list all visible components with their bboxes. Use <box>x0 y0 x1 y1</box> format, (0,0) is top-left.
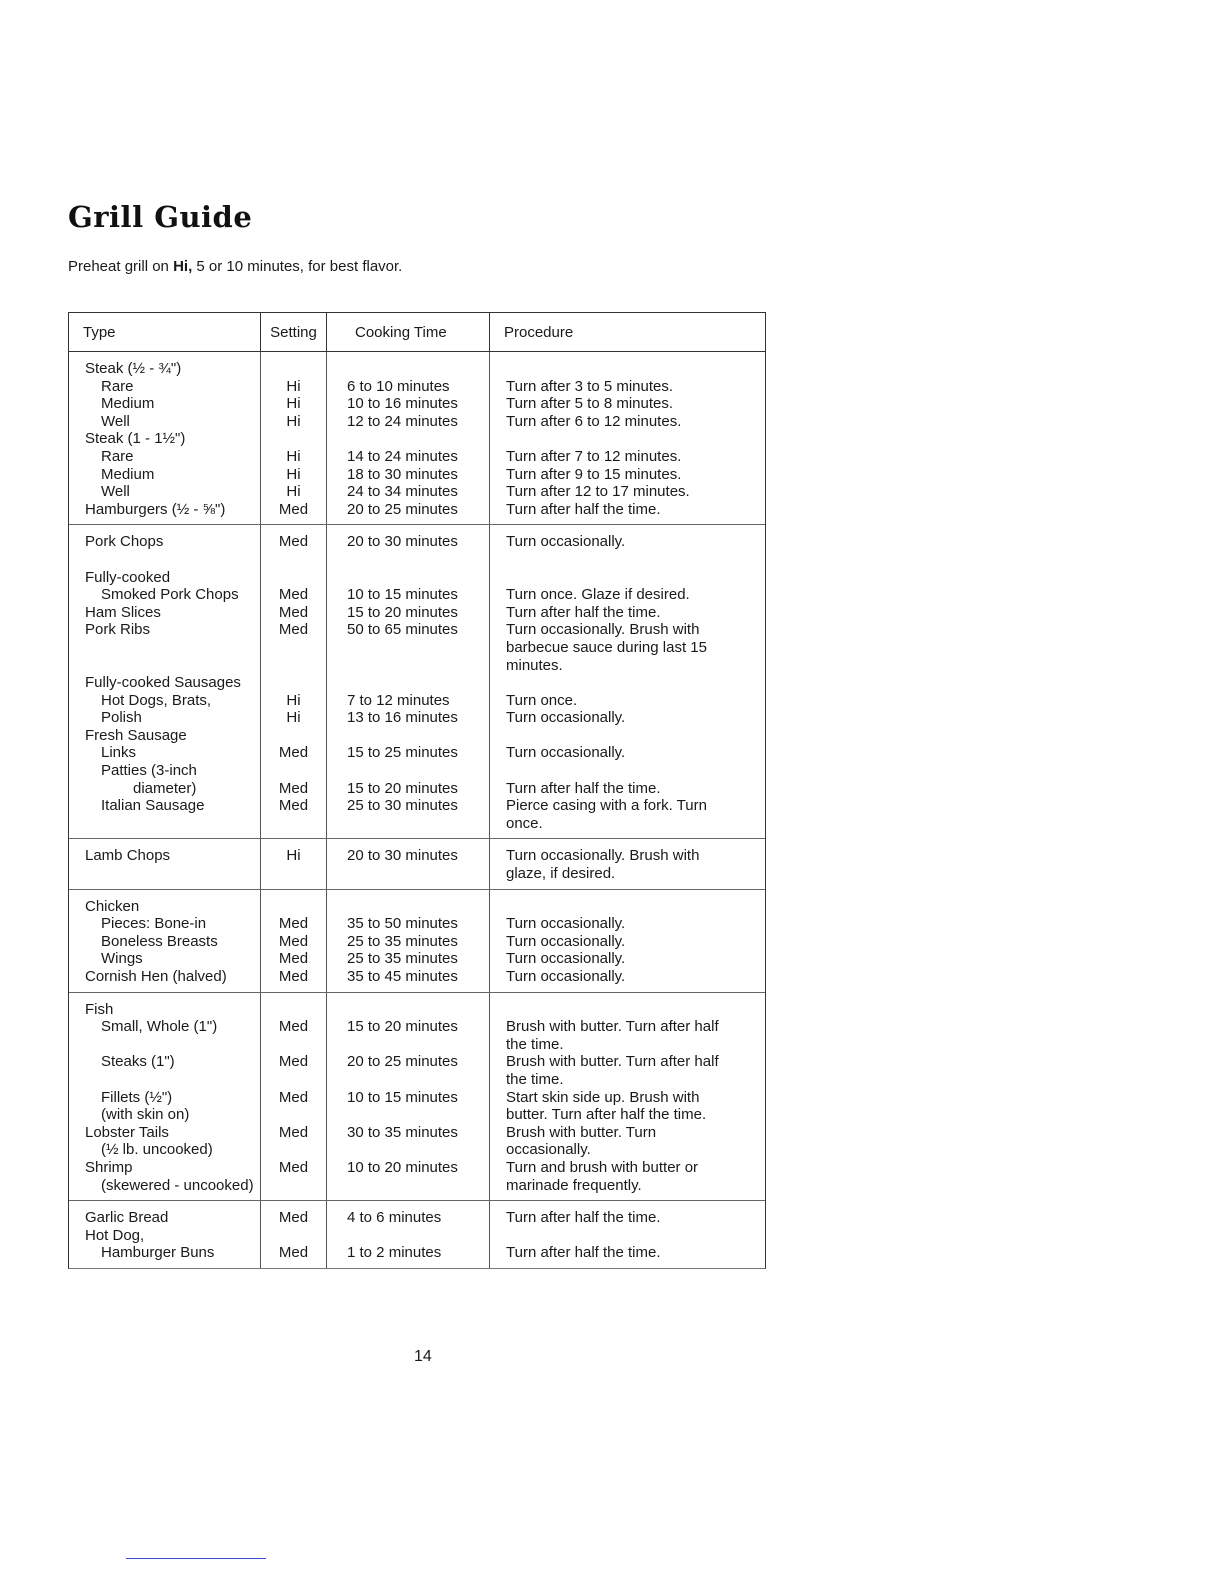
type-cell: Ham Slices <box>85 603 161 621</box>
setting-cell: Med <box>278 603 309 621</box>
time-cell: 50 to 65 minutes <box>347 621 458 639</box>
procedure-cell <box>506 674 755 692</box>
time-cell <box>347 1071 489 1089</box>
time-cell <box>347 1227 489 1245</box>
type-cell: Italian Sausage <box>101 797 205 815</box>
time-cell: 6 to 10 minutes <box>347 377 450 395</box>
type-cell <box>85 1036 260 1054</box>
type-cell: Links <box>101 744 137 762</box>
type-cell: Rare <box>101 377 134 395</box>
type-cell: Medium <box>101 465 155 483</box>
intro-text <box>68 258 402 275</box>
time-cell: 10 to 16 minutes <box>347 395 458 413</box>
time-cell: 24 to 34 minutes <box>347 483 458 501</box>
procedure-cell <box>506 569 755 587</box>
footer-rule <box>126 1558 266 1559</box>
time-cell <box>347 674 489 692</box>
procedure-cell: Turn once. <box>506 691 578 709</box>
setting-cell: Med <box>278 500 309 518</box>
procedure-cell: Brush with butter. Turn after half <box>506 1018 719 1036</box>
type-cell: diameter) <box>133 779 197 797</box>
procedure-cell: Turn occasionally. <box>506 932 626 950</box>
type-cell: Garlic Bread <box>85 1209 169 1227</box>
type-cell <box>85 551 260 569</box>
time-cell: 7 to 12 minutes <box>347 691 450 709</box>
procedure-cell: Turn occasionally. <box>506 968 626 985</box>
time-cell: 15 to 25 minutes <box>347 744 458 762</box>
setting-cell <box>261 727 326 745</box>
procedure-cell: Brush with butter. Turn after half <box>506 1053 719 1071</box>
setting-cell <box>261 865 326 883</box>
setting-cell: Hi <box>286 465 301 483</box>
grill-guide-table <box>68 312 766 1269</box>
procedure-cell: Turn after 3 to 5 minutes. <box>506 377 674 395</box>
type-cell: Shrimp <box>85 1158 133 1176</box>
setting-cell <box>261 1001 326 1019</box>
type-cell-column <box>69 525 261 838</box>
type-cell: Rare <box>101 447 134 465</box>
setting-cell: Hi <box>286 377 301 395</box>
time-cell <box>347 727 489 745</box>
procedure-cell: Pierce casing with a fork. Turn <box>506 797 707 815</box>
type-cell: Fresh Sausage <box>85 726 187 744</box>
procedure-cell <box>506 360 755 378</box>
setting-cell-column <box>261 890 327 992</box>
time-cell <box>347 430 489 448</box>
type-cell: Hot Dog, <box>85 1226 145 1244</box>
header-setting: Setting <box>261 313 327 351</box>
table-section <box>69 525 765 839</box>
setting-cell <box>261 1227 326 1245</box>
procedure-cell-column <box>490 890 765 992</box>
time-cell: 10 to 15 minutes <box>347 586 458 604</box>
type-cell: Lamb Chops <box>85 847 171 865</box>
type-cell: Small, Whole (1") <box>101 1018 218 1036</box>
time-cell <box>347 1106 489 1124</box>
time-cell: 15 to 20 minutes <box>347 1018 458 1036</box>
table-header <box>69 313 765 352</box>
page-number: 14 <box>414 1348 432 1365</box>
setting-cell <box>261 360 326 378</box>
setting-cell: Med <box>278 1244 309 1262</box>
time-cell: 13 to 16 minutes <box>347 709 458 727</box>
type-cell: Well <box>101 483 130 501</box>
type-cell: (skewered - uncooked) <box>101 1176 254 1194</box>
procedure-cell: butter. Turn after half the time. <box>506 1106 707 1124</box>
setting-cell: Med <box>278 1123 309 1141</box>
type-cell: Wings <box>101 950 143 968</box>
setting-cell: Hi <box>286 447 301 465</box>
type-cell: (with skin on) <box>101 1106 190 1124</box>
time-cell <box>347 551 489 569</box>
type-cell: Steak (1 - 1½") <box>85 430 186 448</box>
table-section <box>69 993 765 1202</box>
setting-cell: Hi <box>286 483 301 501</box>
setting-cell: Med <box>278 968 309 985</box>
type-cell-column <box>69 839 261 888</box>
procedure-cell: Turn occasionally. Brush with <box>506 847 700 865</box>
time-cell: 4 to 6 minutes <box>347 1209 442 1227</box>
setting-cell: Med <box>278 586 309 604</box>
time-cell: 12 to 24 minutes <box>347 412 458 430</box>
time-cell: 20 to 30 minutes <box>347 847 458 865</box>
procedure-cell: Turn after 7 to 12 minutes. <box>506 447 682 465</box>
setting-cell <box>261 1036 326 1054</box>
time-cell: 10 to 20 minutes <box>347 1158 458 1176</box>
time-cell <box>347 569 489 587</box>
table-section <box>69 839 765 889</box>
setting-cell: Med <box>278 621 309 639</box>
time-cell: 15 to 20 minutes <box>347 779 458 797</box>
procedure-cell: Turn after 12 to 17 minutes. <box>506 483 690 501</box>
type-cell: Fully-cooked Sausages <box>85 674 241 692</box>
type-cell: Patties (3-inch <box>101 762 197 780</box>
time-cell <box>347 1141 489 1159</box>
table-section <box>69 890 765 993</box>
procedure-cell: Turn occasionally. <box>506 950 626 968</box>
time-cell: 18 to 30 minutes <box>347 465 458 483</box>
type-cell: Pieces: Bone-in <box>101 915 207 933</box>
setting-cell: Hi <box>286 709 301 727</box>
time-cell-column <box>327 525 490 838</box>
setting-cell <box>261 1106 326 1124</box>
type-cell: Chicken <box>85 897 140 915</box>
procedure-cell: Turn occasionally. <box>506 709 626 727</box>
time-cell: 14 to 24 minutes <box>347 447 458 465</box>
time-cell: 35 to 45 minutes <box>347 968 458 985</box>
procedure-cell: the time. <box>506 1035 564 1053</box>
procedure-cell: Brush with butter. Turn <box>506 1123 657 1141</box>
type-cell: Boneless Breasts <box>101 932 218 950</box>
setting-cell: Hi <box>286 691 301 709</box>
procedure-cell-column <box>490 525 765 838</box>
setting-cell: Med <box>278 533 309 551</box>
setting-cell-column <box>261 1201 327 1268</box>
setting-cell <box>261 762 326 780</box>
time-cell <box>347 762 489 780</box>
type-cell: Steak (½ - ¾") <box>85 360 182 377</box>
header-cooking-time: Cooking Time <box>327 313 490 351</box>
procedure-cell-column <box>490 993 765 1201</box>
setting-cell <box>261 551 326 569</box>
procedure-cell: Turn occasionally. <box>506 533 626 551</box>
setting-cell: Med <box>278 1018 309 1036</box>
setting-cell-column <box>261 525 327 838</box>
procedure-cell-column <box>490 352 765 524</box>
setting-cell: Hi <box>286 847 301 865</box>
time-cell <box>347 657 489 675</box>
time-cell: 20 to 25 minutes <box>347 1053 458 1071</box>
table-body <box>69 352 765 1268</box>
type-cell-column <box>69 890 261 992</box>
setting-cell-column <box>261 993 327 1201</box>
setting-cell <box>261 815 326 833</box>
time-cell <box>347 815 489 833</box>
procedure-cell: Turn once. Glaze if desired. <box>506 586 690 604</box>
procedure-cell: Turn after 9 to 15 minutes. <box>506 465 682 483</box>
table-section <box>69 1201 765 1268</box>
procedure-cell: Turn and brush with butter or <box>506 1158 699 1176</box>
type-cell: Hot Dogs, Brats, <box>101 691 212 709</box>
setting-cell: Med <box>278 915 309 933</box>
type-cell: Polish <box>101 709 142 727</box>
setting-cell <box>261 1177 326 1195</box>
setting-cell: Med <box>278 1209 309 1227</box>
procedure-cell: Turn after 6 to 12 minutes. <box>506 412 682 430</box>
setting-cell <box>261 1141 326 1159</box>
time-cell <box>347 639 489 657</box>
type-cell: Cornish Hen (halved) <box>85 968 227 985</box>
time-cell <box>347 1001 489 1019</box>
type-cell: Medium <box>101 395 155 413</box>
time-cell: 25 to 35 minutes <box>347 950 458 968</box>
setting-cell: Med <box>278 950 309 968</box>
type-cell <box>85 1071 260 1089</box>
time-cell: 30 to 35 minutes <box>347 1123 458 1141</box>
type-cell <box>85 815 260 833</box>
intro-bold: Hi, <box>173 258 193 275</box>
type-cell <box>85 657 260 675</box>
type-cell-column <box>69 993 261 1201</box>
procedure-cell <box>506 1227 755 1245</box>
procedure-cell: the time. <box>506 1070 564 1088</box>
time-cell <box>347 865 489 883</box>
setting-cell <box>261 657 326 675</box>
table-section <box>69 352 765 525</box>
setting-cell: Med <box>278 1088 309 1106</box>
type-cell: Steaks (1") <box>101 1053 175 1071</box>
setting-cell <box>261 898 326 916</box>
setting-cell-column <box>261 352 327 524</box>
type-cell: Fully-cooked <box>85 568 171 586</box>
setting-cell-column <box>261 839 327 888</box>
type-cell-column <box>69 352 261 524</box>
procedure-cell: once. <box>506 814 543 832</box>
time-cell-column <box>327 839 490 888</box>
setting-cell: Hi <box>286 412 301 430</box>
procedure-cell: Turn after half the time. <box>506 1244 661 1262</box>
type-cell: Smoked Pork Chops <box>101 586 239 604</box>
procedure-cell: Turn occasionally. <box>506 915 626 933</box>
setting-cell <box>261 639 326 657</box>
setting-cell: Med <box>278 744 309 762</box>
time-cell-column <box>327 352 490 524</box>
setting-cell: Hi <box>286 395 301 413</box>
procedure-cell: Start skin side up. Brush with <box>506 1088 700 1106</box>
procedure-cell: glaze, if desired. <box>506 865 616 883</box>
time-cell: 15 to 20 minutes <box>347 603 458 621</box>
setting-cell <box>261 569 326 587</box>
intro-prefix: Preheat grill on <box>68 258 174 275</box>
time-cell: 20 to 30 minutes <box>347 533 458 551</box>
time-cell <box>347 1036 489 1054</box>
setting-cell: Med <box>278 779 309 797</box>
procedure-cell: minutes. <box>506 656 563 674</box>
time-cell <box>347 1177 489 1195</box>
header-type: Type <box>69 313 261 351</box>
procedure-cell <box>506 898 755 916</box>
time-cell <box>347 360 489 378</box>
time-cell-column <box>327 890 490 992</box>
procedure-cell: marinade frequently. <box>506 1176 642 1194</box>
time-cell: 35 to 50 minutes <box>347 915 458 933</box>
type-cell <box>85 639 260 657</box>
setting-cell: Med <box>278 797 309 815</box>
type-cell: Well <box>101 412 130 430</box>
time-cell: 20 to 25 minutes <box>347 500 458 518</box>
type-cell: Hamburger Buns <box>101 1244 215 1262</box>
procedure-cell <box>506 762 755 780</box>
intro-suffix: 5 or 10 minutes, for best flavor. <box>192 258 403 275</box>
setting-cell: Med <box>278 932 309 950</box>
procedure-cell: Turn after half the time. <box>506 500 661 518</box>
procedure-cell <box>506 551 755 569</box>
type-cell: Pork Chops <box>85 533 164 551</box>
setting-cell <box>261 674 326 692</box>
time-cell-column <box>327 993 490 1201</box>
type-cell: (½ lb. uncooked) <box>101 1141 213 1159</box>
procedure-cell: Turn occasionally. <box>506 744 626 762</box>
procedure-cell-column <box>490 839 765 888</box>
procedure-cell: Turn after half the time. <box>506 779 661 797</box>
setting-cell <box>261 430 326 448</box>
type-cell: Fillets (½") <box>101 1088 173 1106</box>
type-cell <box>85 865 260 883</box>
type-cell: Hamburgers (½ - ⅝") <box>85 500 226 518</box>
header-procedure: Procedure <box>504 323 574 341</box>
procedure-cell: Turn after half the time. <box>506 603 661 621</box>
procedure-cell <box>506 430 755 448</box>
procedure-cell: Turn after 5 to 8 minutes. <box>506 395 674 413</box>
setting-cell: Med <box>278 1158 309 1176</box>
type-cell-column <box>69 1201 261 1268</box>
time-cell-column <box>327 1201 490 1268</box>
setting-cell: Med <box>278 1053 309 1071</box>
page-title: Grill Guide <box>68 200 253 234</box>
procedure-cell: barbecue sauce during last 15 <box>506 638 707 656</box>
procedure-cell <box>506 1001 755 1019</box>
setting-cell <box>261 1071 326 1089</box>
procedure-cell: Turn after half the time. <box>506 1209 661 1227</box>
time-cell: 10 to 15 minutes <box>347 1088 458 1106</box>
type-cell: Lobster Tails <box>85 1123 169 1141</box>
time-cell: 25 to 35 minutes <box>347 932 458 950</box>
type-cell: Pork Ribs <box>85 621 151 639</box>
time-cell: 1 to 2 minutes <box>347 1244 442 1262</box>
time-cell <box>347 898 489 916</box>
procedure-cell-column <box>490 1201 765 1268</box>
procedure-cell <box>506 727 755 745</box>
type-cell: Fish <box>85 1000 114 1018</box>
procedure-cell: Turn occasionally. Brush with <box>506 621 700 639</box>
procedure-cell: occasionally. <box>506 1141 591 1159</box>
time-cell: 25 to 30 minutes <box>347 797 458 815</box>
